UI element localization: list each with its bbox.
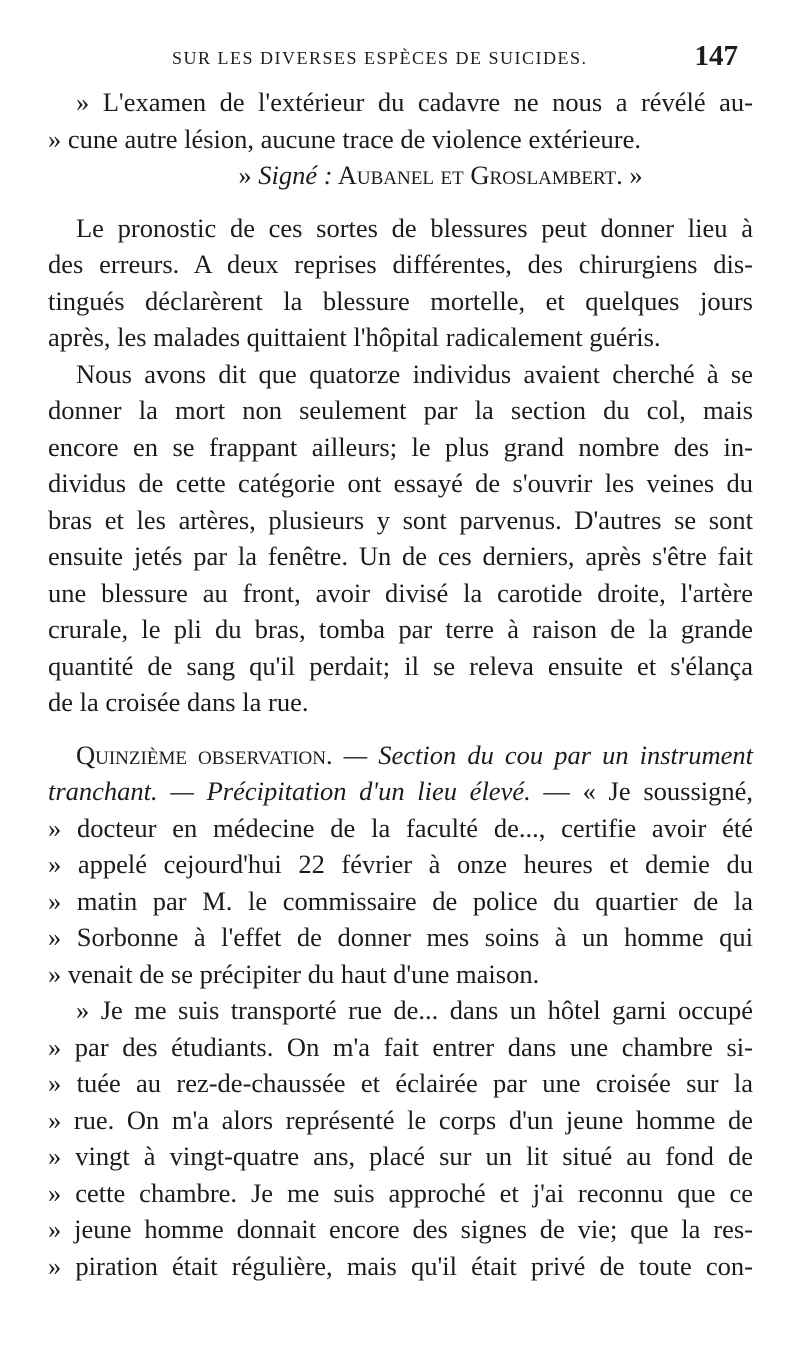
text-line: Nous avons dit que quatorze individus avaient cherché à se bbox=[76, 358, 753, 389]
text-line: » appelé cejourd'hui 22 février à onze heures et demie du bbox=[48, 849, 753, 879]
text-line: » venait de se précipiter du haut d'une maison. bbox=[48, 958, 540, 989]
paragraph-gap bbox=[48, 721, 753, 737]
text-line: ensuite jetés par la fenêtre. Un de ces derniers, après s'être fait bbox=[48, 541, 753, 571]
text-line: Le pronostic de ces sortes de blessures peut donner lieu à bbox=[76, 212, 753, 243]
text-line: tingués déclarèrent la blessure mortelle, et quelques jours bbox=[48, 285, 753, 316]
observation-heading-cont bbox=[48, 773, 753, 810]
observation-title-cont: tranchant. — Précipitation d'un lieu élevé. bbox=[48, 776, 531, 806]
page-number: 147 bbox=[694, 40, 738, 72]
text-line: » cette chambre. Je me suis approché et j'ai reconnu que ce bbox=[48, 1177, 753, 1208]
text-line: » par des étudiants. On m'a fait entrer dans une chambre si- bbox=[48, 1031, 753, 1062]
observation-label: Quinzième observation. bbox=[76, 739, 333, 770]
observation-text: — « Je soussigné, bbox=[530, 776, 754, 806]
text-line: des erreurs. A deux reprises différentes, des chirurgiens dis- bbox=[48, 249, 753, 279]
text-line: » rue. On m'a alors représenté le corps d'un jeune homme de bbox=[48, 1104, 753, 1135]
page-header bbox=[172, 40, 738, 74]
text-line: » L'examen de l'extérieur du cadavre ne nous a révélé au- bbox=[76, 87, 753, 117]
observation-title: — Section du cou par un instrument bbox=[332, 739, 753, 770]
text-line: » Je me suis transporté rue de... dans un hôtel garni occupé bbox=[76, 995, 753, 1025]
text-line: bras et les artères, plusieurs y sont parvenus. D'autres se sont bbox=[48, 504, 753, 535]
text-line: » piration était régulière, mais qu'il était privé de toute con- bbox=[48, 1250, 753, 1281]
text-line: » tuée au rez-de-chaussée et éclairée par une croisée sur la bbox=[48, 1068, 753, 1098]
signature-names: Aubanel et Groslambert. » bbox=[332, 160, 643, 190]
text-line: » vingt à vingt-quatre ans, placé sur un lit situé au fond de bbox=[48, 1141, 753, 1171]
observation-heading bbox=[48, 737, 753, 774]
signature-line bbox=[48, 157, 753, 194]
text-line: dividus de cette catégorie ont essayé de s'ouvrir les veines du bbox=[48, 468, 753, 498]
text-line: » docteur en médecine de la faculté de..., certifie avoir été bbox=[48, 812, 753, 843]
text-line: une blessure au front, avoir divisé la carotide droite, l'artère bbox=[48, 577, 753, 608]
text-line: de la croisée dans la rue. bbox=[48, 687, 309, 717]
text-line: crurale, le pli du bras, tomba par terre à raison de la grande bbox=[48, 614, 753, 644]
text-line: » matin par M. le commissaire de police du quartier de la bbox=[48, 885, 753, 916]
text-line: donner la mort non seulement par la section du col, mais bbox=[48, 395, 753, 425]
text-line: après, les malades quittaient l'hôpital radicalement guéris. bbox=[48, 322, 661, 352]
signature-signe: Signé : bbox=[258, 160, 333, 190]
page-body bbox=[48, 84, 753, 1284]
text-line: quantité de sang qu'il perdait; il se releva ensuite et s'élança bbox=[48, 650, 753, 681]
text-line: » cune autre lésion, aucune trace de violence extérieure. bbox=[48, 123, 641, 154]
running-head: SUR LES DIVERSES ESPÈCES DE SUICIDES. bbox=[172, 48, 588, 68]
text-line: » jeune homme donnait encore des signes de vie; que la res- bbox=[48, 1214, 753, 1244]
text-line: encore en se frappant ailleurs; le plus grand nombre des in- bbox=[48, 431, 753, 462]
paragraph-gap bbox=[48, 194, 753, 210]
text-line: » Sorbonne à l'effet de donner mes soins à un homme qui bbox=[48, 922, 753, 952]
signature-prefix: » bbox=[238, 160, 259, 190]
